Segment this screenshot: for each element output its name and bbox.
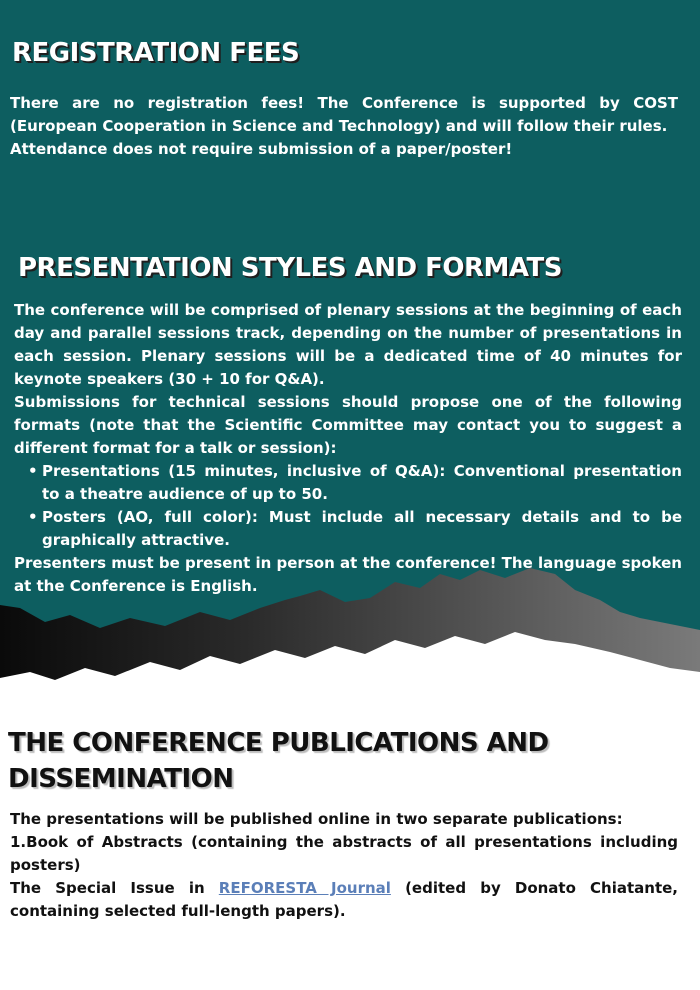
publications-intro: The presentations will be published online in two separate publications: xyxy=(10,810,623,828)
in-person-language-paragraph: Presenters must be present in person at the conference! The language spoken at the Conference is English. xyxy=(14,554,682,595)
bullet-icon: • xyxy=(28,462,38,480)
format-list xyxy=(14,460,682,552)
posters-format-text: Posters (AO, full color): Must include all necessary details and to be graphically attractive. xyxy=(42,508,682,549)
publications-section xyxy=(10,808,678,923)
reforesta-journal-link[interactable]: REFORESTA Journal xyxy=(218,879,391,897)
presentation-styles-heading: PRESENTATION STYLES AND FORMATS xyxy=(18,253,562,283)
publications-heading: THE CONFERENCE PUBLICATIONS AND DISSEMINATION xyxy=(8,728,549,794)
special-issue-prefix: The Special Issue in xyxy=(10,879,219,897)
bullet-icon: • xyxy=(28,508,38,526)
registration-fees-section xyxy=(10,92,678,161)
presentation-styles-section xyxy=(14,299,682,598)
plenary-sessions-paragraph: The conference will be comprised of plenary sessions at the beginning of each day and parallel sessions track, depending on the number of presentations in each session. Plenary sessions will be a dedicated time of 40 minutes for keynote speakers (30 + 10 for Q&A). xyxy=(14,301,682,388)
submission-formats-paragraph: Submissions for technical sessions should propose one of the following formats (note that the Scientific Committee may contact you to suggest a different format for a talk or session): xyxy=(14,393,682,457)
special-issue-item xyxy=(10,877,678,923)
special-issue-suffix: (edited by Donato Chiatante, containing selected full-length papers). xyxy=(10,879,679,920)
attendance-note: Attendance does not require submission of a paper/poster! xyxy=(10,140,513,158)
list-item xyxy=(14,506,682,552)
presentations-format-text: Presentations (15 minutes, inclusive of Q&A): Conventional presentation to a theatre audience of up to 50. xyxy=(42,462,682,503)
registration-fees-paragraph: There are no registration fees! The Conference is supported by COST (European Cooperation in Science and Technology) and will follow their rules. xyxy=(10,94,678,135)
list-item xyxy=(14,460,682,506)
registration-fees-heading: REGISTRATION FEES xyxy=(12,38,300,68)
book-of-abstracts-item: 1.Book of Abstracts (containing the abstracts of all presentations including posters) xyxy=(10,833,678,874)
